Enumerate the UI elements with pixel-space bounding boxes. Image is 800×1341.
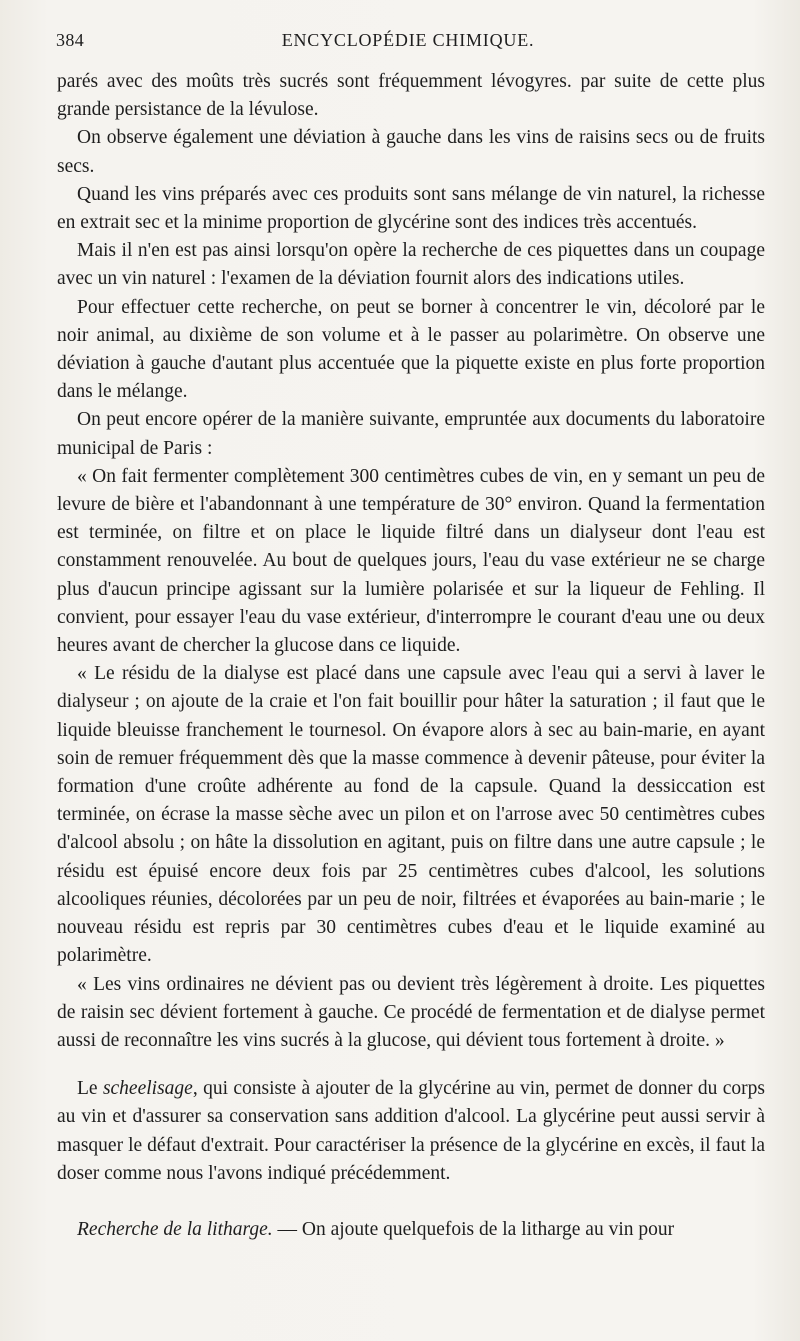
paragraph-text: , qui consiste à ajouter de la glycérine au vin, permet de donner du corps au vin et d'assurer sa conservation sans addition d'alcool. La glycérine peut aussi servir à masquer le défaut d'extrait. Pour caractériser la présence de la glycérine en excès, il faut la doser comme nous l'avons indiqué précédemment. (57, 1078, 765, 1184)
paragraph-blend-analysis: Mais il n'en est pas ainsi lorsqu'on opère la recherche de ces piquettes dans un coupage avec un vin naturel : l'examen de la déviation fournit alors des indications utiles. (57, 240, 765, 290)
section-heading: Recherche de la litharge. (77, 1218, 273, 1240)
paragraph-prefix: Le (77, 1078, 103, 1100)
paragraph-natural-wine-indicators: Quand les vins préparés avec ces produits sont sans mélange de vin naturel, la richesse en extrait sec et la minime proportion de glycérine sont des indices très accentués. (57, 183, 765, 234)
emphasis-term: scheelisage (102, 1078, 193, 1100)
paragraph-litharge (57, 1216, 765, 1244)
quoted-paragraph-fermentation: « On fait fermenter complètement 300 centimètres cubes de vin, en y semant un peu de levure de bière et l'abandonnant à une température de 30° environ. Quand la fermentation est terminée, on filtre et on place le liquide filtré dans un dialyseur dont l'eau est constamment renouvelée. Au bout de quelques jours, l'eau du vase extérieur ne se charge plus d'aucun principe agissant sur la lumière polarisée et sur la liqueur de Fehling. Il convient, pour essayer l'eau du vase extérieur, d'interrompre le courant d'eau une ou deux heures avant de chercher la glucose dans ce liquide. (57, 465, 765, 657)
quoted-paragraph-dialysis-residue: « Le résidu de la dialyse est placé dans une capsule avec l'eau qui a servi à laver le dialyseur ; on ajoute de la craie et l'on fait bouillir pour hâter la saturation ; il faut que le liquide bleuisse franchement le tournesol. On évapore alors à sec au bain-marie, en ayant soin de remuer fréquemment dès que la masse commence à devenir pâteuse, pour éviter la formation d'une croûte adhérente au fond de la capsule. Quand la dessiccation est terminée, on écrase la masse sèche avec un pilon et on l'arrose avec 50 centimètres cubes d'alcool absolu ; on hâte la dissolution en agitant, puis on filtre dans une autre capsule ; le résidu est épuisé encore deux fois par 25 centimètres cubes d'alcool, les solutions alcooliques réunies, décolorées par un peu de noir, filtrées et évaporées au bain-marie ; le nouveau résidu est repris par 30 centimètres cubes d'eau et le liquide examiné au polarimètre. (57, 663, 765, 967)
paragraph-scheelisage (57, 1075, 765, 1188)
paragraph-text: — On ajoute quelquefois de la litharge au vin pour (272, 1218, 675, 1240)
paragraph-continuation: parés avec des moûts très sucrés sont fréquemment lévogyres. par suite de cette plus grande persistance de la lévulose. (57, 71, 765, 121)
running-title: ENCYCLOPÉDIE CHIMIQUE. (281, 30, 535, 50)
paragraph-polarimeter-method: Pour effectuer cette recherche, on peut se borner à concentrer le vin, décoloré par le noir animal, au dixième de son volume et à le passer au polarimètre. On observe une déviation à gauche d'autant plus accentuée que la piquette existe en plus forte proportion dans le mélange. (57, 296, 765, 403)
quoted-paragraph-results: « Les vins ordinaires ne dévient pas ou devient très légèrement à droite. Les piquettes de raisin sec dévient fortement à gauche. Ce procédé de fermentation et de dialyse permet aussi de reconnaître les vins sucrés à la glucose, qui dévient tous fortement à droite. » (57, 973, 765, 1051)
paragraph-dried-raisins: On observe également une déviation à gauche dans les vins de raisins secs ou de fruits secs. (57, 127, 765, 177)
paragraph-alternative-method: On peut encore opérer de la manière suivante, empruntée aux documents du laboratoire municipal de Paris : (57, 409, 765, 459)
page-number: 384 (56, 30, 85, 50)
page-header (56, 30, 760, 56)
page-body (57, 68, 765, 1244)
